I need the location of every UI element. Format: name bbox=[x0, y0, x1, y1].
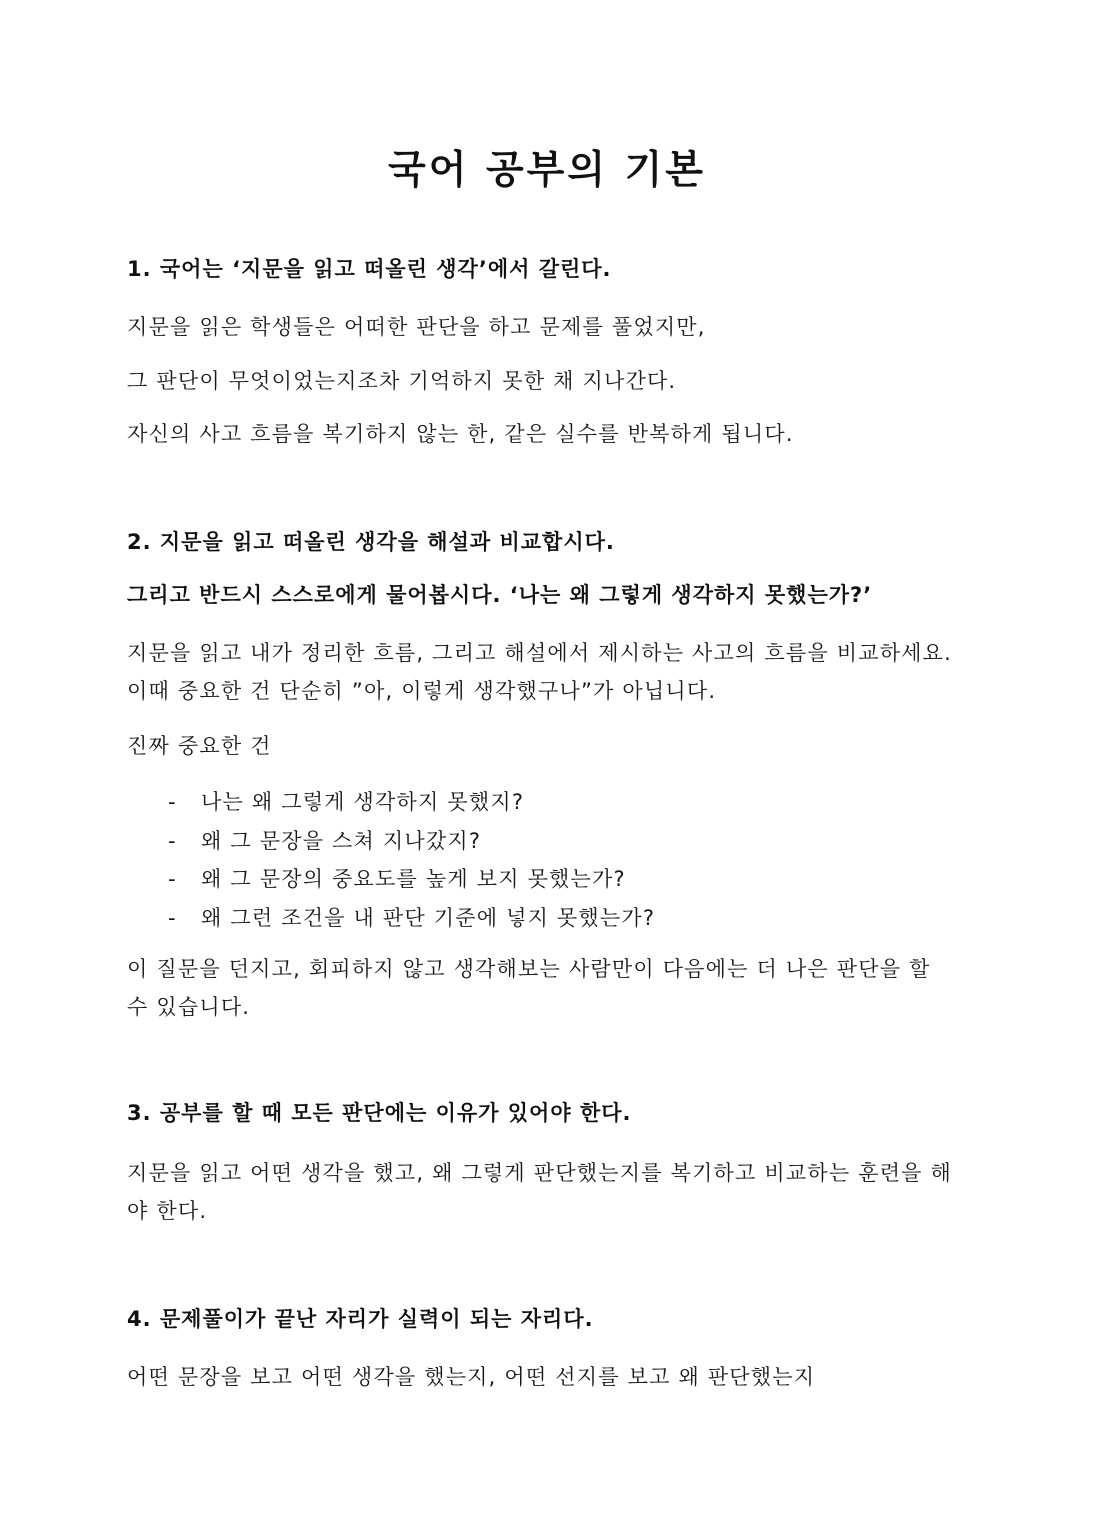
dash-bullet-icon: - bbox=[168, 790, 177, 814]
section-4-paragraph: 어떤 문장을 보고 어떤 생각을 했는지, 어떤 선지를 보고 왜 판단했는지 bbox=[127, 1365, 816, 1389]
section-3-heading: 3. 공부를 할 때 모든 판단에는 이유가 있어야 한다. bbox=[127, 1101, 632, 1125]
section-1-paragraph: 지문을 읽은 학생들은 어떠한 판단을 하고 문제를 풀었지만, bbox=[127, 315, 706, 339]
bullet-item bbox=[168, 860, 655, 899]
bullet-text: 왜 그 문장의 중요도를 높게 보지 못했는가? bbox=[201, 867, 626, 891]
section-2-heading: 2. 지문을 읽고 떠올린 생각을 해설과 비교합시다. bbox=[127, 530, 615, 554]
question-bullet-list bbox=[168, 783, 655, 937]
section-1-heading: 1. 국어는 ‘지문을 읽고 떠올린 생각’에서 갈린다. bbox=[127, 257, 612, 281]
section-1-paragraph: 그 판단이 무엇이었는지조차 기억하지 못한 채 지나간다. bbox=[127, 369, 677, 393]
section-2-paragraph: 진짜 중요한 건 bbox=[127, 734, 272, 758]
section-2-closing: 이 질문을 던지고, 회피하지 않고 생각해보는 사람만이 다음에는 더 나은 판단을 할 수 있습니다. bbox=[127, 957, 931, 1019]
bullet-item bbox=[168, 822, 655, 861]
bullet-item bbox=[168, 783, 655, 822]
dash-bullet-icon: - bbox=[168, 905, 177, 930]
dash-bullet-icon: - bbox=[168, 867, 177, 891]
section-2-subheading: 그리고 반드시 스스로에게 물어봅시다. ‘나는 왜 그렇게 생각하지 못했는가?’ bbox=[127, 583, 873, 607]
section-2-paragraph: 지문을 읽고 내가 정리한 흐름, 그리고 해설에서 제시하는 사고의 흐름을 비교하세요. 이때 중요한 건 단순히 ”아, 이렇게 생각했구나”가 아닙니다. bbox=[127, 641, 953, 703]
bullet-item bbox=[168, 899, 655, 938]
section-1-paragraph: 자신의 사고 흐름을 복기하지 않는 한, 같은 실수를 반복하게 됩니다. bbox=[127, 422, 794, 446]
section-4-heading: 4. 문제풀이가 끝난 자리가 실력이 되는 자리다. bbox=[127, 1307, 594, 1331]
dash-bullet-icon: - bbox=[168, 828, 177, 853]
page-title: 국어 공부의 기본 bbox=[388, 148, 706, 193]
bullet-text: 왜 그 문장을 스쳐 지나갔지? bbox=[201, 828, 482, 853]
section-3-paragraph: 지문을 읽고 어떤 생각을 했고, 왜 그렇게 판단했는지를 복기하고 비교하는 훈련을 해야 한다. bbox=[127, 1161, 953, 1223]
bullet-text: 나는 왜 그렇게 생각하지 못했지? bbox=[201, 790, 525, 814]
bullet-text: 왜 그런 조건을 내 판단 기준에 넣지 못했는가? bbox=[201, 905, 656, 930]
